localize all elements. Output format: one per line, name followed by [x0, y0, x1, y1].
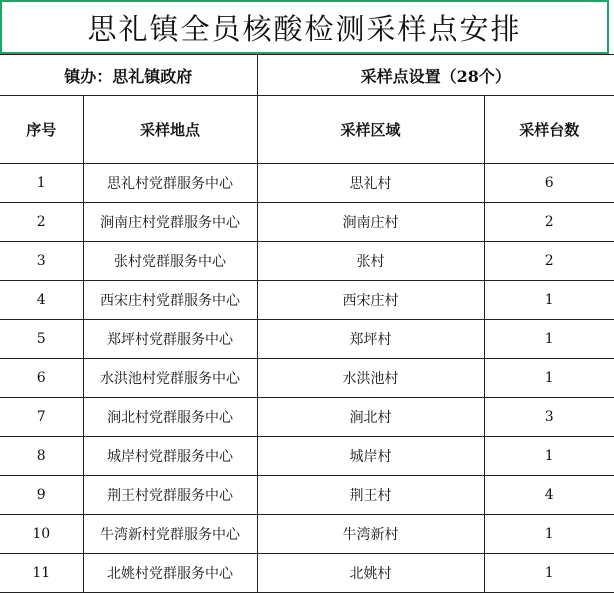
cell-index[interactable]: 3	[0, 242, 83, 281]
table-row	[0, 164, 614, 203]
table-row	[0, 476, 614, 515]
cell-area[interactable]: 思礼村	[257, 164, 484, 203]
cell-index[interactable]: 4	[0, 281, 83, 320]
cell-count[interactable]: 3	[484, 398, 614, 437]
cell-count[interactable]: 1	[484, 359, 614, 398]
cell-site[interactable]: 牛湾新村党群服务中心	[83, 515, 257, 554]
table-row	[0, 437, 614, 476]
cell-index[interactable]: 11	[0, 554, 83, 593]
schedule-table	[0, 54, 614, 593]
column-header-index[interactable]: 序号	[0, 96, 83, 164]
column-header-area[interactable]: 采样区域	[257, 96, 484, 164]
cell-site[interactable]: 张村党群服务中心	[83, 242, 257, 281]
town-label: 镇办：思礼镇政府	[64, 66, 193, 86]
cell-area[interactable]: 郑坪村	[257, 320, 484, 359]
cell-count[interactable]: 4	[484, 476, 614, 515]
table-row	[0, 242, 614, 281]
cell-index[interactable]: 6	[0, 359, 83, 398]
page-title: 思礼镇全员核酸检测采样点安排	[87, 11, 522, 46]
cell-site[interactable]: 涧北村党群服务中心	[83, 398, 257, 437]
cell-area[interactable]: 荆王村	[257, 476, 484, 515]
cell-site[interactable]: 西宋庄村党群服务中心	[83, 281, 257, 320]
table-row	[0, 554, 614, 593]
cell-area[interactable]: 水洪池村	[257, 359, 484, 398]
table-row	[0, 203, 614, 242]
cell-count[interactable]: 2	[484, 203, 614, 242]
cell-count[interactable]: 2	[484, 242, 614, 281]
cell-count[interactable]: 1	[484, 554, 614, 593]
cell-index[interactable]: 1	[0, 164, 83, 203]
cell-index[interactable]: 9	[0, 476, 83, 515]
cell-area[interactable]: 西宋庄村	[257, 281, 484, 320]
cell-site[interactable]: 北姚村党群服务中心	[83, 554, 257, 593]
settings-label: 采样点设置（28个）	[360, 66, 511, 86]
cell-count[interactable]: 1	[484, 515, 614, 554]
column-header-count[interactable]: 采样台数	[484, 96, 614, 164]
table-row	[0, 320, 614, 359]
cell-area[interactable]: 北姚村	[257, 554, 484, 593]
cell-site[interactable]: 荆王村党群服务中心	[83, 476, 257, 515]
town-label-cell[interactable]	[0, 55, 257, 96]
cell-area[interactable]: 涧南庄村	[257, 203, 484, 242]
cell-site[interactable]: 思礼村党群服务中心	[83, 164, 257, 203]
settings-label-cell[interactable]	[257, 55, 614, 96]
table-row	[0, 281, 614, 320]
cell-count[interactable]: 1	[484, 437, 614, 476]
cell-index[interactable]: 7	[0, 398, 83, 437]
cell-count[interactable]: 6	[484, 164, 614, 203]
cell-index[interactable]: 2	[0, 203, 83, 242]
cell-index[interactable]: 10	[0, 515, 83, 554]
cell-count[interactable]: 1	[484, 281, 614, 320]
cell-area[interactable]: 牛湾新村	[257, 515, 484, 554]
cell-area[interactable]: 张村	[257, 242, 484, 281]
table-row	[0, 359, 614, 398]
cell-count[interactable]: 1	[484, 320, 614, 359]
header-row	[0, 96, 614, 164]
table-row	[0, 515, 614, 554]
cell-site[interactable]: 城岸村党群服务中心	[83, 437, 257, 476]
cell-index[interactable]: 8	[0, 437, 83, 476]
cell-site[interactable]: 涧南庄村党群服务中心	[83, 203, 257, 242]
table-row	[0, 398, 614, 437]
cell-index[interactable]: 5	[0, 320, 83, 359]
title-cell[interactable]	[0, 0, 609, 54]
cell-site[interactable]: 郑坪村党群服务中心	[83, 320, 257, 359]
cell-area[interactable]: 涧北村	[257, 398, 484, 437]
cell-site[interactable]: 水洪池村党群服务中心	[83, 359, 257, 398]
column-header-site[interactable]: 采样地点	[83, 96, 257, 164]
meta-row	[0, 55, 614, 96]
cell-area[interactable]: 城岸村	[257, 437, 484, 476]
